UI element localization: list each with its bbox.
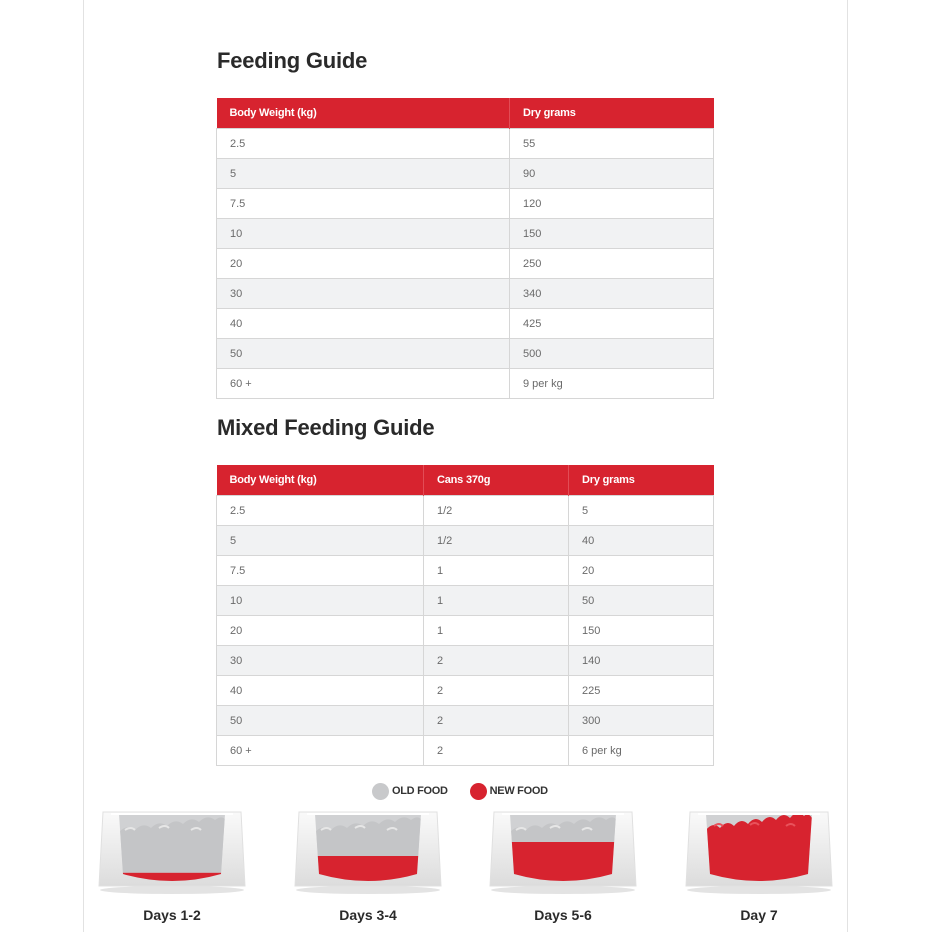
table-cell: 1/2 [424,526,569,556]
table-cell: 30 [217,646,424,676]
legend-new-food [470,783,548,800]
table-cell: 2 [424,736,569,766]
bowl-label: Day 7 [740,907,778,923]
food-bowl-icon [488,810,638,895]
table-cell: 1/2 [424,496,569,526]
table-cell: 7.5 [217,189,510,219]
feeding-guide-title: Feeding Guide [217,48,368,73]
table-cell: 425 [510,309,714,339]
table-cell: 1 [424,616,569,646]
table-cell: 120 [510,189,714,219]
table-row [217,249,714,279]
legend-new-food-label: NEW FOOD [489,785,548,797]
table-cell: 2.5 [217,129,510,159]
food-legend [372,782,570,800]
table-row [217,736,714,766]
table-cell: 300 [569,706,714,736]
table-row [217,339,714,369]
table-cell: 225 [569,676,714,706]
table-cell: 40 [217,676,424,706]
table-row [217,369,714,399]
table-cell: 340 [510,279,714,309]
table-row [217,159,714,189]
table-cell: 250 [510,249,714,279]
bowl-label: Days 1-2 [143,907,201,923]
table-cell: 5 [217,526,424,556]
legend-old-food-label: OLD FOOD [392,785,448,797]
table-cell: 60 + [217,736,424,766]
column-header: Body Weight (kg) [217,98,510,129]
feeding-guide-table [216,98,714,399]
new-food-dot-icon [470,783,487,800]
table-header-row [217,98,714,129]
table-cell: 40 [569,526,714,556]
table-cell: 5 [569,496,714,526]
table-cell: 2 [424,676,569,706]
table-row [217,309,714,339]
table-cell: 50 [217,706,424,736]
bowl-label: Days 5-6 [534,907,592,923]
table-cell: 1 [424,556,569,586]
table-cell: 2.5 [217,496,424,526]
bowl [97,810,247,900]
table-cell: 2 [424,646,569,676]
table-row [217,129,714,159]
table-cell: 40 [217,309,510,339]
legend-old-food [372,783,448,800]
mixed-feeding-guide-title: Mixed Feeding Guide [217,415,435,440]
column-header: Dry grams [510,98,714,129]
table-row [217,526,714,556]
table-row [217,496,714,526]
table-cell: 30 [217,279,510,309]
table-cell: 2 [424,706,569,736]
column-header: Cans 370g [424,465,569,496]
table-cell: 50 [569,586,714,616]
table-row [217,586,714,616]
table-cell: 5 [217,159,510,189]
table-cell: 6 per kg [569,736,714,766]
table-row [217,189,714,219]
table-cell: 20 [569,556,714,586]
food-bowl-icon [293,810,443,895]
table-cell: 90 [510,159,714,189]
food-bowl-icon [684,810,834,895]
column-header: Body Weight (kg) [217,465,424,496]
table-cell: 60 + [217,369,510,399]
table-cell: 500 [510,339,714,369]
table-header-row [217,465,714,496]
table-row [217,646,714,676]
table-cell: 50 [217,339,510,369]
table-cell: 20 [217,249,510,279]
mixed-feeding-guide-table [216,465,714,766]
bowl [684,810,834,900]
table-cell: 10 [217,219,510,249]
table-cell: 150 [510,219,714,249]
table-cell: 140 [569,646,714,676]
table-row [217,706,714,736]
table-cell: 55 [510,129,714,159]
table-cell: 9 per kg [510,369,714,399]
table-row [217,219,714,249]
table-cell: 150 [569,616,714,646]
table-row [217,279,714,309]
table-cell: 10 [217,586,424,616]
table-cell: 7.5 [217,556,424,586]
bowl [488,810,638,900]
table-row [217,616,714,646]
old-food-dot-icon [372,783,389,800]
food-bowl-icon [97,810,247,895]
table-cell: 1 [424,586,569,616]
bowl-label: Days 3-4 [339,907,397,923]
column-header: Dry grams [569,465,714,496]
table-cell: 20 [217,616,424,646]
bowl [293,810,443,900]
table-row [217,676,714,706]
table-row [217,556,714,586]
